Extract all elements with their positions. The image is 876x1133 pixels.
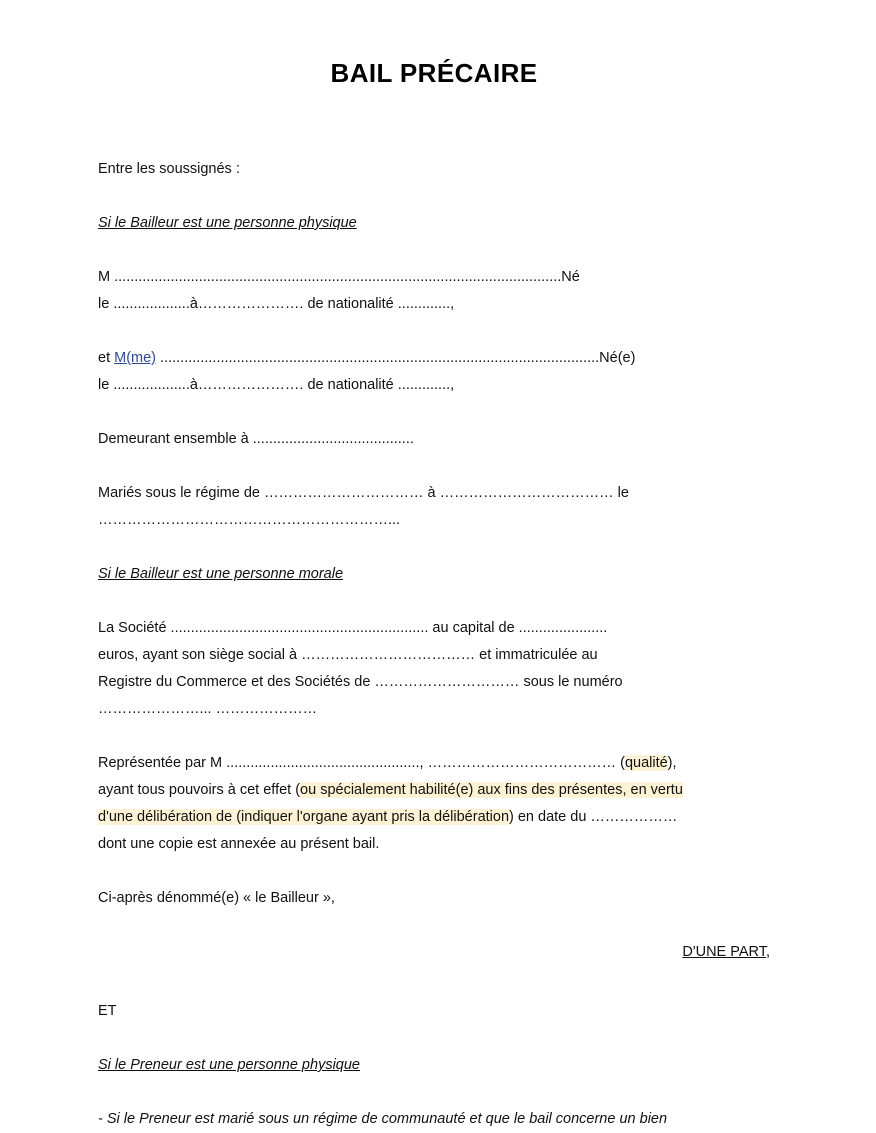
page-title: BAIL PRÉCAIRE [330,58,538,88]
rep-line1-suffix: ), [667,755,677,771]
line3-rest: .............................................................................................................Né(e) [156,350,636,366]
dune-part-label [98,939,770,966]
document-body [98,0,770,1133]
section-heading-preneur-physique: Si le Preneur est une personne physique [98,1057,360,1073]
rep-line2-highlight: ou spécialement habilité(e) aux fins des présentes, en vertu [300,782,683,798]
section-heading-bailleur-physique: Si le Bailleur est une personne physique [98,215,357,231]
representation-line-4: dont une copie est annexée au présent bail. [98,836,380,852]
bailleur-physique-line-2: le ...................à…………………. de nationalité ............., [98,296,455,312]
preneur-note: - Si le Preneur est marié sous un régime de communauté et que le bail concerne un bien [98,1111,668,1127]
ci-apres-denomme: Ci-après dénommé(e) « le Bailleur », [98,890,335,906]
bailleur-morale-line-3: Registre du Commerce et des Sociétés de ………………………… sous le numéro [98,674,623,690]
et-separator: ET [98,1003,117,1019]
rep-line3-highlight: d'une délibération de (indiquer l'organe ayant pris la délibération [98,809,510,825]
rep-line1-highlight: qualité [624,755,668,771]
bailleur-physique-line-4: le ...................à…………………. de nationalité ............., [98,377,455,393]
bailleur-physique-line-6: Mariés sous le régime de …………………………… à ……………………………… le [98,485,629,501]
representation-line-2 [98,777,770,804]
bailleur-physique-line-5: Demeurant ensemble à ........................................ [98,431,414,447]
dune-part-text: D'UNE PART, [682,944,770,960]
bailleur-morale-line-1: La Société ................................................................ au capital de ...................... [98,620,608,636]
mme-link[interactable]: M(me) [114,350,157,366]
representation-line-3 [98,804,770,831]
representation-line-1 [98,750,770,777]
bailleur-morale-line-2: euros, ayant son siège social à ……………………………… et immatriculée au [98,647,598,663]
rep-line2-prefix: ayant tous pouvoirs à cet effet ( [98,782,301,798]
rep-line1-prefix: Représentée par M ................................................, ………………………………… ( [98,755,625,771]
rep-line3-suffix: ) en date du ……………… [509,809,678,825]
bailleur-physique-line-1: M ...............................................................................................................Né [98,269,580,285]
bailleur-physique-line-7: ……………………………………………………... [98,512,401,528]
bailleur-physique-line-3 [98,345,770,372]
section-heading-bailleur-morale: Si le Bailleur est une personne morale [98,566,344,582]
intro-paragraph: Entre les soussignés : [98,161,240,177]
bailleur-morale-line-4: …………………... ………………… [98,701,318,717]
line3-prefix: et [98,350,115,366]
